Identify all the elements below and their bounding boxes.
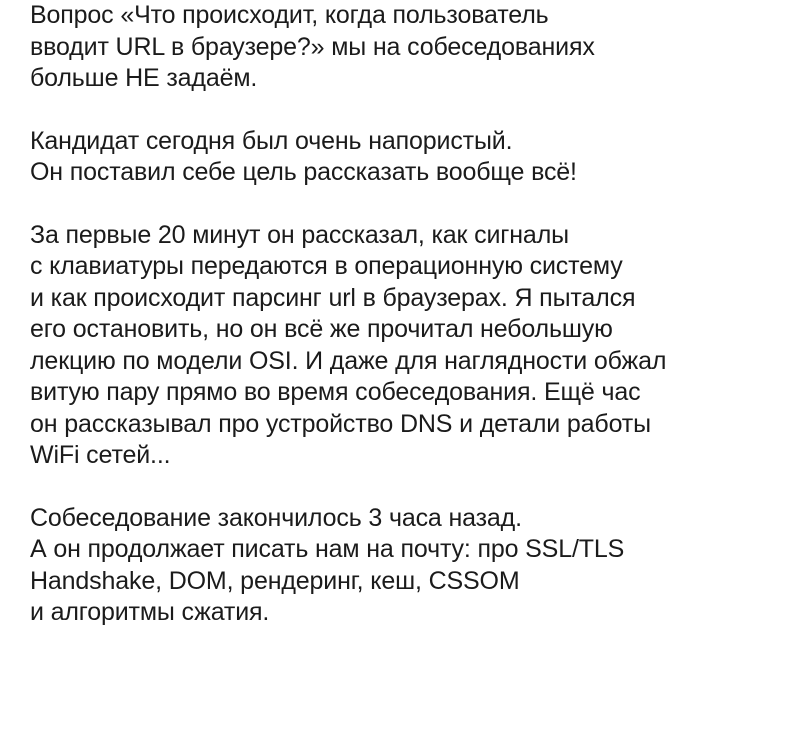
text-line: витую пару прямо во время собеседования. Ещё час [30,378,641,406]
paragraph-ending [30,503,780,629]
text-line: с клавиатуры передаются в операционную систему [30,252,623,280]
text-line: его остановить, но он всё же прочитал небольшую [30,315,613,343]
text-line: и как происходит парсинг url в браузерах. Я пытался [30,283,636,312]
text-line: А он продолжает писать нам на почту: про SSL/TLS [30,535,625,563]
text-line: больше НЕ задаём. [30,64,258,92]
text-line: он рассказывал про устройство DNS и детали работы [30,409,651,438]
text-line: За первые 20 минут он рассказал, как сигналы [30,220,569,249]
paragraph-story [30,220,780,472]
paragraph-intro [30,0,780,95]
paragraph-candidate [30,126,780,189]
text-line: вводит URL в браузере?» мы на собеседованиях [30,32,595,61]
text-line: Он поставил себе цель рассказать вообще всё! [30,158,577,186]
text-line: Вопрос «Что происходит, когда пользователь [30,1,549,29]
post-text [30,0,780,629]
text-line: Собеседование закончилось 3 часа назад. [30,503,522,532]
text-line: WiFi сетей... [30,441,171,469]
text-line: и алгоритмы сжатия. [30,598,270,626]
text-line: Handshake, DOM, рендеринг, кеш, CSSOM [30,566,520,595]
text-line: Кандидат сегодня был очень напористый. [30,126,513,155]
text-line: лекцию по модели OSI. И даже для наглядности обжал [30,346,667,375]
